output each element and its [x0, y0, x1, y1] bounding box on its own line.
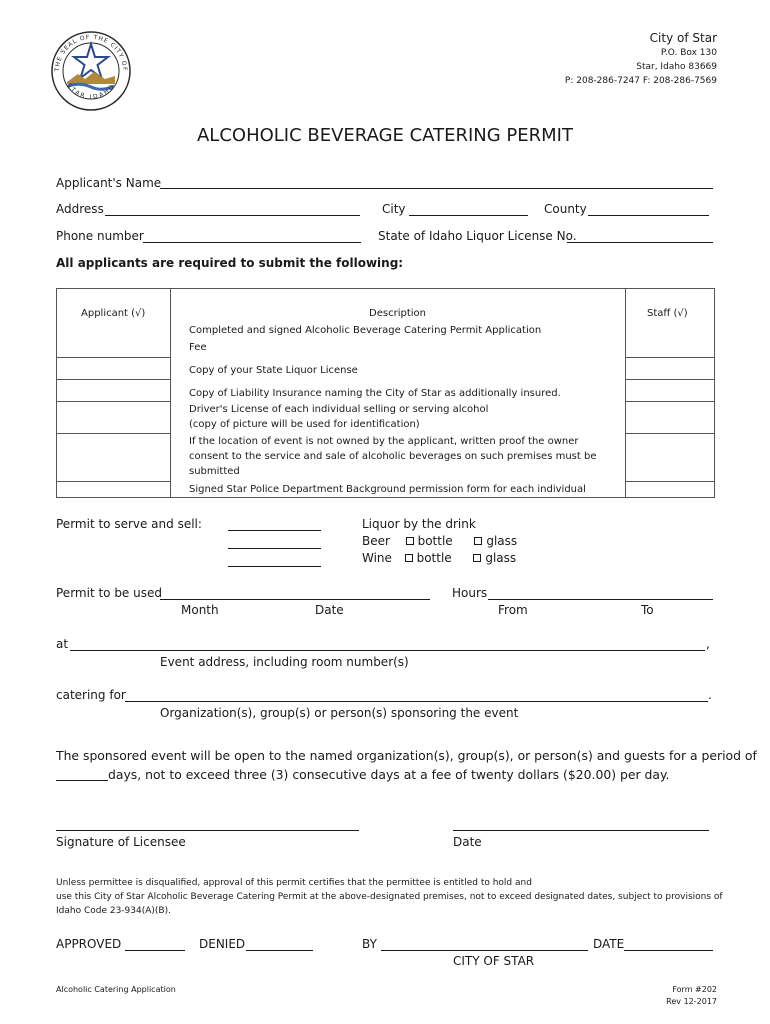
city-seal — [50, 30, 132, 112]
beer-bottle-checkbox[interactable] — [406, 537, 414, 545]
serve-label: Permit to serve and sell: — [56, 517, 202, 531]
wine-row — [362, 551, 516, 565]
requirement-row: Fee — [189, 342, 207, 353]
disclaimer-line-2: use this City of Star Alcoholic Beverage Catering Permit at the above-designated premises, not to exceed designated dates, subject to provisions of — [56, 892, 723, 902]
requirement-row: submitted — [189, 466, 240, 477]
footer-form-number: Form #202 — [672, 985, 717, 994]
requirement-row: (copy of picture will be used for identification) — [189, 419, 420, 430]
approval-date-field[interactable] — [624, 950, 713, 951]
col-applicant-header: Applicant (√) — [81, 308, 146, 319]
requirements-table — [56, 288, 715, 498]
col-description-header: Description — [369, 308, 426, 319]
serve-field-2[interactable] — [228, 548, 321, 549]
header-phones: P: 208-286-7247 F: 208-286-7569 — [564, 76, 717, 86]
svg-text:THE SEAL OF THE CITY OF: THE SEAL OF THE CITY OF — [53, 33, 129, 72]
wine-label: Wine — [362, 551, 392, 565]
requirement-row: Copy of your State Liquor License — [189, 365, 358, 376]
address-label: Address — [56, 202, 104, 216]
usage-date-field[interactable] — [160, 599, 430, 600]
phone-field[interactable] — [143, 242, 361, 243]
sponsored-line-2: days, not to exceed three (3) consecutive days at a fee of twenty dollars ($20.00) per day. — [108, 767, 670, 782]
svg-text:STAR IDAHO: STAR IDAHO — [65, 82, 117, 101]
usage-label: Permit to be used — [56, 586, 162, 600]
page-title: ALCOHOLIC BEVERAGE CATERING PERMIT — [196, 125, 573, 146]
wine-glass-label: glass — [485, 551, 517, 565]
requirement-row: Completed and signed Alcoholic Beverage Catering Permit Application — [189, 325, 542, 336]
wine-glass-checkbox[interactable] — [473, 554, 481, 562]
from-caption: From — [498, 603, 528, 617]
beer-glass-label: glass — [486, 534, 518, 548]
phone-label: Phone number — [56, 229, 144, 243]
address-field[interactable] — [105, 215, 360, 216]
city-label: City — [382, 202, 406, 216]
event-address-caption: Event address, including room number(s) — [160, 655, 409, 669]
approved-label: APPROVED — [56, 937, 122, 951]
disclaimer-line-3: Idaho Code 23-934(A)(B). — [56, 906, 171, 916]
at-label: at — [56, 637, 69, 651]
by-label: BY — [362, 937, 377, 951]
beer-label: Beer — [362, 534, 390, 548]
date-caption: Date — [315, 603, 344, 617]
county-label: County — [544, 202, 587, 216]
header-city-state: Star, Idaho 83669 — [636, 62, 717, 72]
requirement-row: If the location of event is not owned by the applicant, written proof the owner — [189, 436, 579, 447]
city-of-star-label: CITY OF STAR — [453, 954, 535, 968]
requirement-row: Driver's License of each individual selling or serving alcohol — [189, 404, 489, 415]
county-field[interactable] — [588, 215, 709, 216]
requirement-row: consent to the service and sale of alcoholic beverages on such premises must be — [189, 451, 597, 462]
applicant-name-label: Applicant's Name — [56, 176, 162, 190]
beer-row — [362, 534, 517, 548]
signature-field[interactable] — [56, 830, 359, 831]
approval-date-label: DATE — [593, 937, 625, 951]
denied-field[interactable] — [246, 950, 313, 951]
requirement-row: Signed Star Police Department Background permission form for each individual — [189, 484, 586, 495]
sponsored-line-1: The sponsored event will be open to the named organization(s), group(s), or person(s) and guests for a period of — [56, 748, 757, 763]
beer-bottle-label: bottle — [417, 534, 453, 548]
disclaimer-line-1: Unless permittee is disqualified, approval of this permit certifies that the permittee is entitled to hold and — [56, 878, 532, 888]
applicant-name-field[interactable] — [160, 188, 713, 189]
license-field[interactable] — [567, 242, 713, 243]
days-field[interactable] — [56, 780, 108, 781]
footer-left: Alcoholic Catering Application — [56, 985, 176, 994]
denied-label: DENIED — [199, 937, 246, 951]
city-field[interactable] — [409, 215, 528, 216]
beer-glass-checkbox[interactable] — [474, 537, 482, 545]
month-caption: Month — [181, 603, 219, 617]
organization-caption: Organization(s), group(s) or person(s) sponsoring the event — [160, 706, 519, 720]
catering-for-label: catering for — [56, 688, 126, 702]
serve-field-1[interactable] — [228, 530, 321, 531]
approved-field[interactable] — [125, 950, 185, 951]
wine-bottle-label: bottle — [416, 551, 452, 565]
col-staff-header: Staff (√) — [647, 308, 688, 319]
event-address-field[interactable] — [70, 650, 705, 651]
signature-date-field[interactable] — [453, 830, 709, 831]
signature-caption: Signature of Licensee — [56, 835, 186, 849]
requirement-row: Copy of Liability Insurance naming the City of Star as additionally insured. — [189, 388, 561, 399]
signature-date-caption: Date — [453, 835, 482, 849]
by-field[interactable] — [381, 950, 588, 951]
header-city: City of Star — [649, 31, 717, 45]
organization-field[interactable] — [125, 701, 708, 702]
catering-period: . — [708, 688, 712, 702]
footer-revision: Rev 12-2017 — [666, 997, 717, 1006]
liquor-label: Liquor by the drink — [362, 517, 476, 531]
hours-label: Hours — [452, 586, 488, 600]
requirements-heading: All applicants are required to submit the following: — [56, 256, 404, 270]
license-label: State of Idaho Liquor License No. — [378, 229, 577, 243]
hours-field[interactable] — [488, 599, 713, 600]
header-po-box: P.O. Box 130 — [660, 48, 717, 58]
at-comma: , — [706, 637, 710, 651]
to-caption: To — [641, 603, 654, 617]
serve-field-3[interactable] — [228, 566, 321, 567]
wine-bottle-checkbox[interactable] — [405, 554, 413, 562]
